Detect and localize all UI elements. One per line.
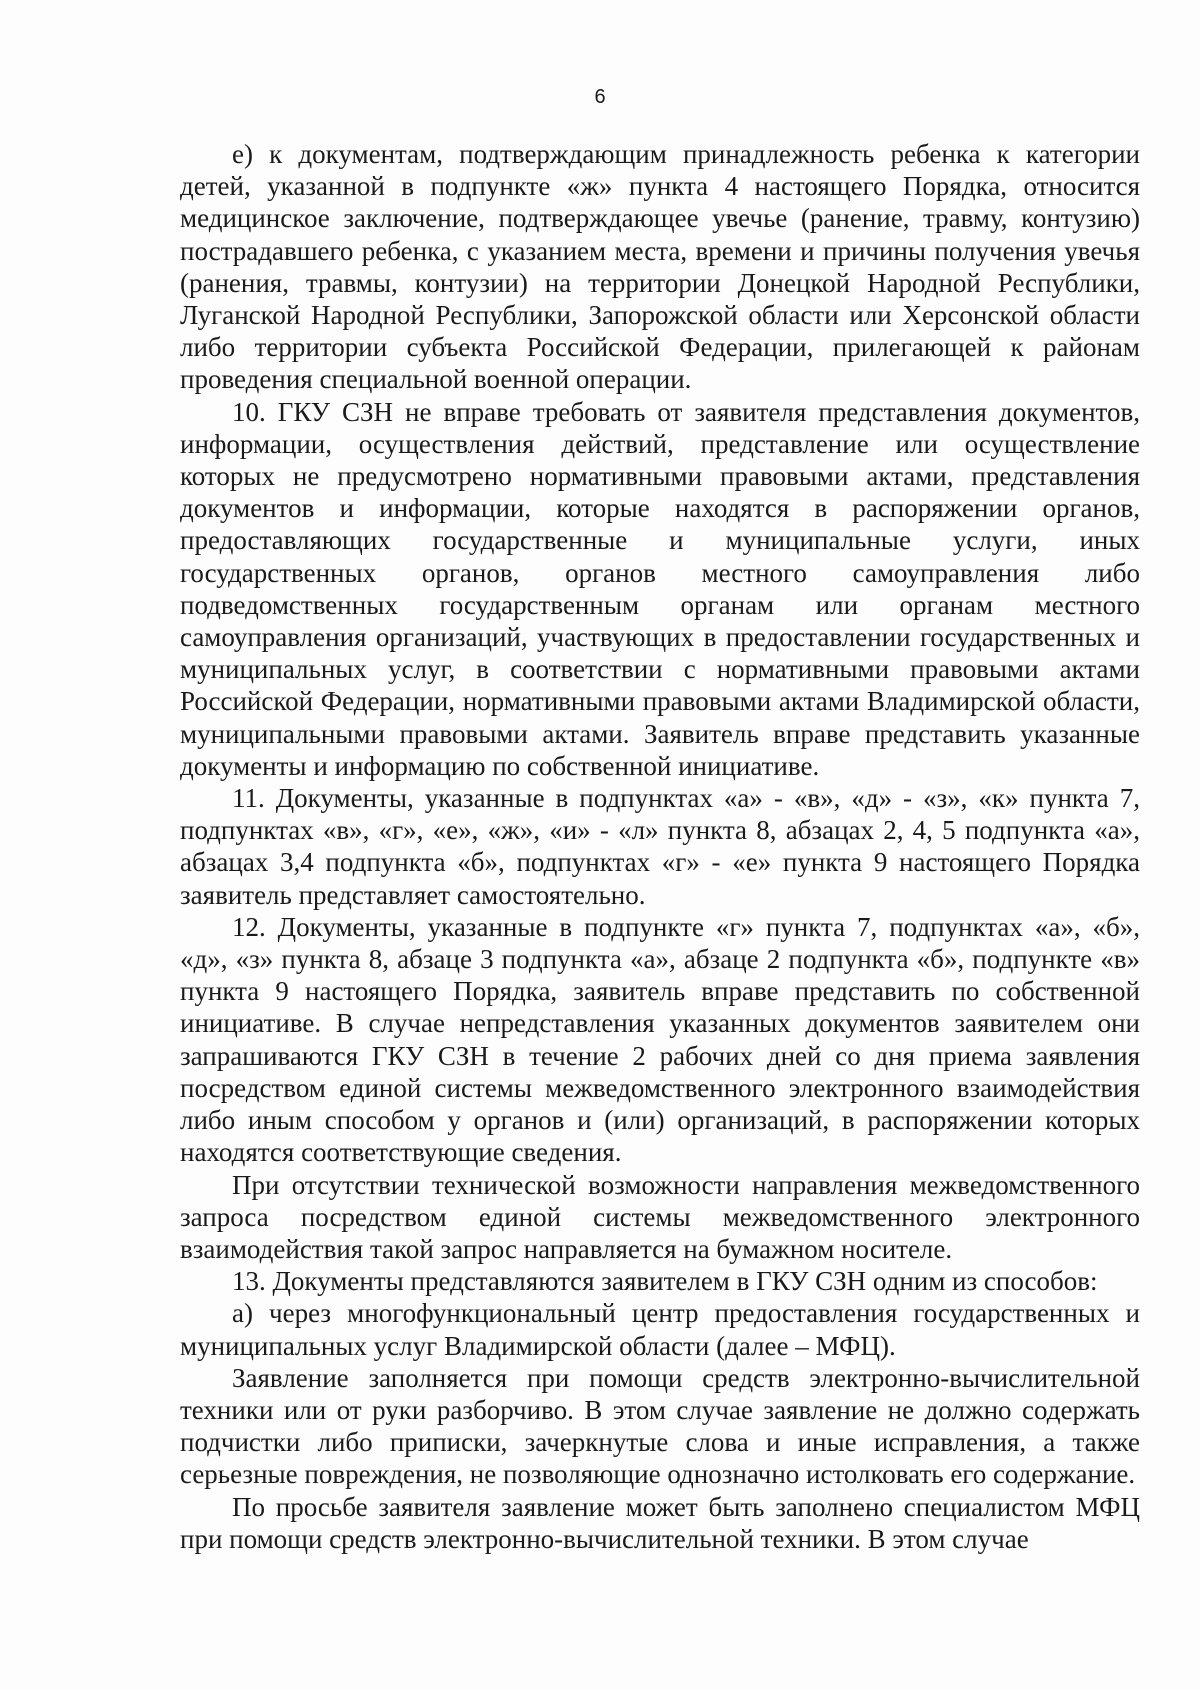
paragraph-13a: а) через многофункциональный центр предоставления государственных и муниципальных услуг Владимирской области (далее – МФЦ). <box>180 1298 1140 1361</box>
paragraph-mfc-specialist: По просьбе заявителя заявление может быть заполнено специалистом МФЦ при помощи средств электронно-вычислительной техники. В этом случае <box>180 1491 1140 1554</box>
paragraph-12-paper-request: При отсутствии технической возможности направления межведомственного запроса посредством единой системы межведомственного электронного взаимодействия такой запрос направляется на бумажном носителе. <box>180 1169 1140 1264</box>
document-body <box>180 138 1140 1555</box>
page-number: 6 <box>594 86 606 108</box>
paragraph-9e: е) к документам, подтверждающим принадлежность ребенка к категории детей, указанной в подпункте «ж» пункта 4 настоящего Порядка, относится медицинское заключение, подтверждающее увечье (ранение, травму, контузию) пострадавшего ребенка, с указанием места, времени и причины получения увечья (ранения, травмы, контузии) на территории Донецкой Народной Республики, Луганской Народной Республики, Запорожской области или Херсонской области либо территории субъекта Российской Федерации, прилегающей к районам проведения специальной военной операции. <box>180 139 1140 395</box>
paragraph-application-filling: Заявление заполняется при помощи средств электронно-вычислительной техники или от руки разборчиво. В этом случае заявление не должно содержать подчистки либо приписки, зачеркнутые слова и иные исправления, а также серьезные повреждения, не позволяющие однозначно истолковать его содержание. <box>180 1362 1140 1490</box>
paragraph-10: 10. ГКУ СЗН не вправе требовать от заявителя представления документов, информации, осуществления действий, представление или осуществление которых не предусмотрено нормативными правовыми актами, представления документов и информации, которые находятся в распоряжении органов, предоставляющих государственные и муниципальные услуги, иных государственных органов, органов местного самоуправления либо подведомственных государственным органам или органам местного самоуправления организаций, участвующих в предоставлении государственных и муниципальных услуг, в соответствии с нормативными правовыми актами Российской Федерации, нормативными правовыми актами Владимирской области, муниципальными правовыми актами. Заявитель вправе представить указанные документы и информацию по собственной инициативе. <box>180 396 1140 781</box>
paragraph-13: 13. Документы представляются заявителем в ГКУ СЗН одним из способов: <box>232 1266 1098 1297</box>
paragraph-11: 11. Документы, указанные в подпунктах «а» - «в», «д» - «з», «к» пункта 7, подпунктах «в», «г», «е», «ж», «и» - «л» пункта 8, абзацах 2, 4, 5 подпункта «а», абзацах 3,4 подпункта «б», подпунктах «г» - «е» пункта 9 настоящего Порядка заявитель представляет самостоятельно. <box>180 783 1140 910</box>
paragraph-12: 12. Документы, указанные в подпункте «г» пункта 7, подпунктах «а», «б», «д», «з» пункта 8, абзаце 3 подпункта «а», абзаце 2 подпункта «б», подпункте «в» пункта 9 настоящего Порядка, заявитель вправе представить по собственной инициативе. В случае непредставления указанных документов заявителем они запрашиваются ГКУ СЗН в течение 2 рабочих дней со дня приема заявления посредством единой системы межведомственного электронного взаимодействия либо иным способом у органов и (или) организаций, в распоряжении которых находятся соответствующие сведения. <box>180 911 1140 1168</box>
